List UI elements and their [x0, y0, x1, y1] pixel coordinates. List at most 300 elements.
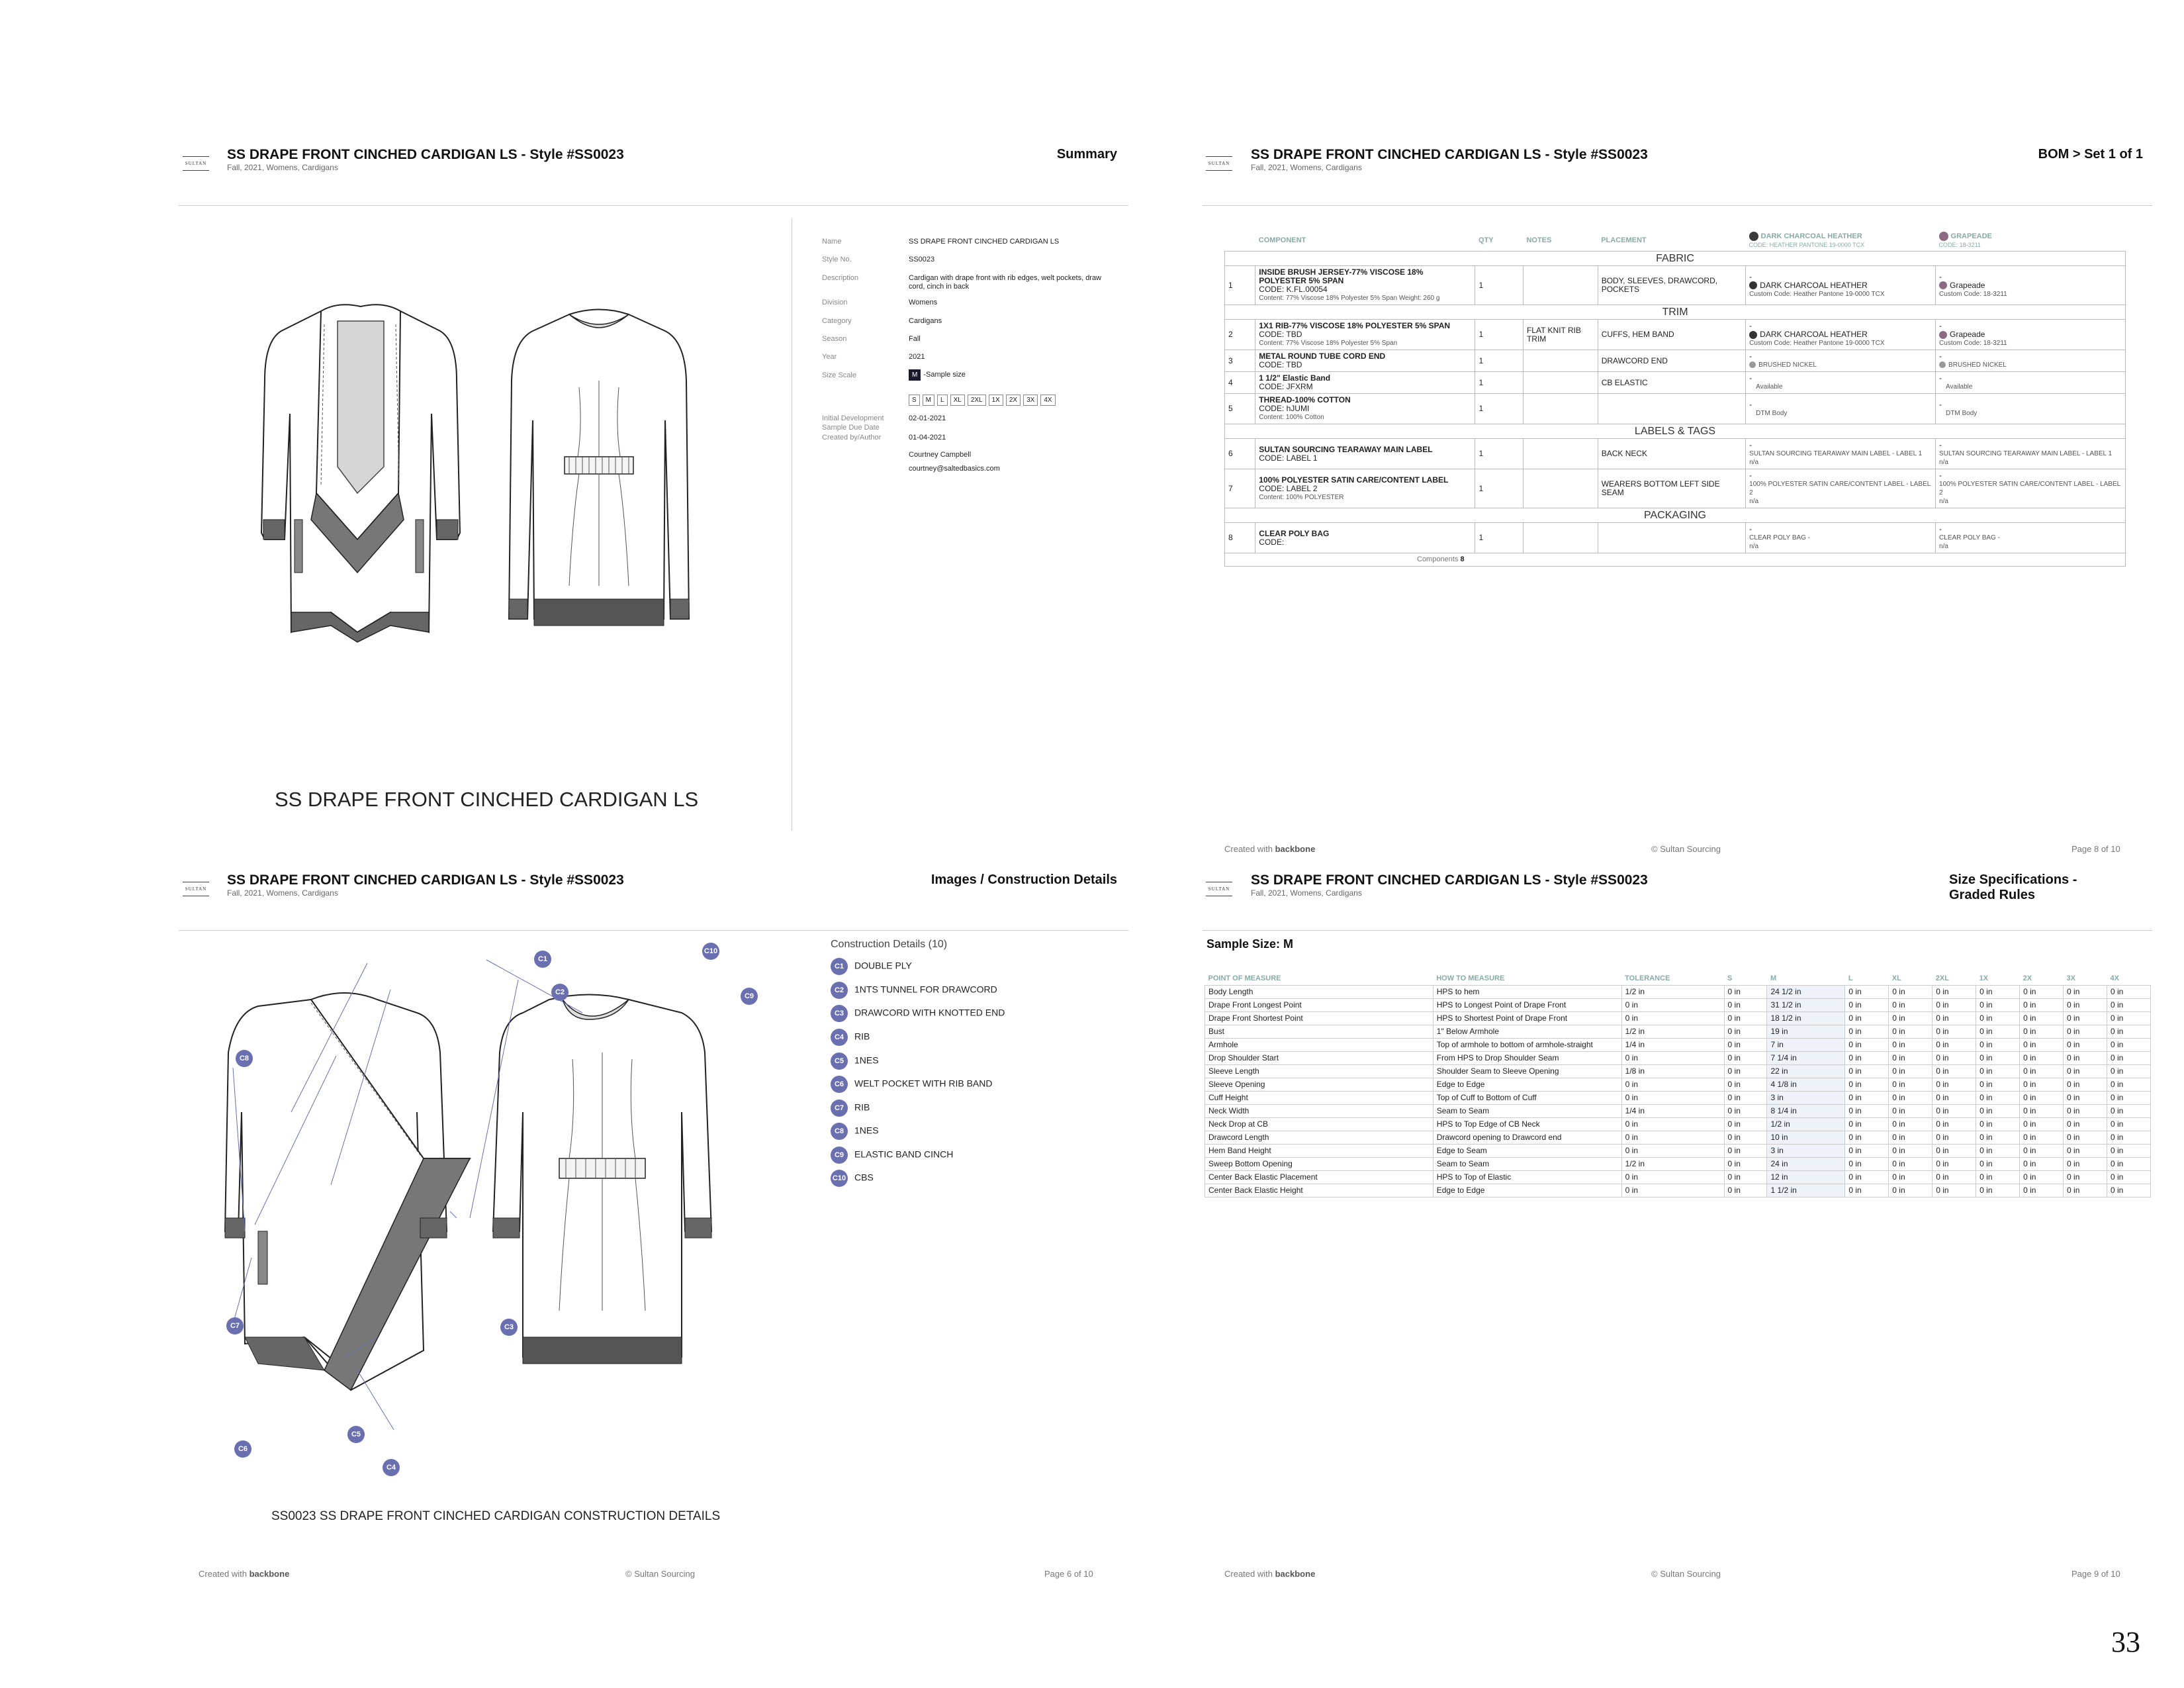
table-row: [1205, 1184, 2151, 1197]
table-cell: 0 in: [2064, 1157, 2107, 1170]
field-value-year: 2021: [909, 353, 925, 361]
table-cell: 0 in: [1933, 1104, 1976, 1117]
table-cell: 0 in: [1621, 1117, 1724, 1131]
table-row: [1205, 998, 2151, 1011]
spec-body: [1205, 985, 2151, 1197]
sample-size-cell: 4 1/8 in: [1767, 1078, 1845, 1091]
table-cell: 0 in: [1845, 1184, 1889, 1197]
footer-copyright: © Sultan Sourcing: [625, 1569, 695, 1579]
footer-created-with: Created with backbone: [1224, 844, 1316, 854]
table-row: [1205, 1064, 2151, 1078]
table-cell: 0 in: [1724, 1131, 1767, 1144]
table-cell: 0 in: [2064, 1170, 2107, 1184]
table-cell: Drape Front Shortest Point: [1205, 1011, 1433, 1025]
table-cell: 0 in: [1889, 1184, 1933, 1197]
table-cell: 0 in: [1889, 1170, 1933, 1184]
bom-row: 3 METAL ROUND TUBE CORD END CODE: TBD 1 DRAWCORD END - BRUSHED NICKEL - BRUSHED NICKEL: [1225, 350, 2126, 372]
field-label-year: Year: [822, 353, 837, 361]
footer-page-number: Page 8 of 10: [2071, 844, 2120, 854]
bom-group-fabric: FABRIC: [1225, 252, 2126, 266]
sample-size-indicator: [909, 369, 966, 381]
callout-c2: C2: [551, 984, 575, 1001]
sample-size-note: -Sample size: [923, 371, 966, 379]
callout-c3: C3: [500, 1319, 524, 1336]
table-cell: Edge to Edge: [1433, 1184, 1621, 1197]
table-cell: 0 in: [1976, 998, 2020, 1011]
sample-size-title: Sample Size: M: [1206, 937, 1294, 951]
table-row: [1205, 1011, 2151, 1025]
construction-sketch: [218, 940, 788, 1483]
field-label-initial-development: Initial Development: [822, 414, 884, 422]
table-row: [1205, 1117, 2151, 1131]
footer-page-number: Page 6 of 10: [1044, 1569, 1093, 1579]
field-value-season: Fall: [909, 335, 921, 343]
section-title: Size Specifications - Graded Rules: [1949, 872, 2077, 902]
header-divider: [1203, 930, 2152, 931]
table-cell: 0 in: [1889, 1131, 1933, 1144]
table-cell: 0 in: [2020, 998, 2064, 1011]
col-colorway-2: GRAPEADE CODE: 18-3211: [1938, 232, 1992, 248]
table-cell: 0 in: [2064, 1104, 2107, 1117]
field-label-style-no: Style No.: [822, 256, 852, 263]
table-cell: Drawcord opening to Drawcord end: [1433, 1131, 1621, 1144]
table-cell: 0 in: [2107, 1051, 2150, 1064]
size-chip: 2X: [1006, 395, 1021, 406]
table-cell: Armhole: [1205, 1038, 1433, 1051]
table-cell: 0 in: [2020, 1025, 2064, 1038]
table-cell: 0 in: [2064, 1131, 2107, 1144]
col-placement: PLACEMENT: [1601, 236, 1647, 244]
table-cell: 0 in: [2064, 1064, 2107, 1078]
bom-table: [1224, 230, 2126, 567]
sample-size-cell: 19 in: [1767, 1025, 1845, 1038]
table-cell: 0 in: [1976, 1011, 2020, 1025]
col-qty: QTY: [1478, 236, 1494, 244]
page-number: 33: [2111, 1626, 2140, 1658]
table-cell: Drawcord Length: [1205, 1131, 1433, 1144]
table-cell: 0 in: [2020, 1170, 2064, 1184]
table-cell: 0 in: [2020, 1038, 2064, 1051]
table-cell: HPS to Top of Elastic: [1433, 1170, 1621, 1184]
callout-c8: C8: [236, 1050, 259, 1067]
field-value-name: SS DRAPE FRONT CINCHED CARDIGAN LS: [909, 238, 1060, 246]
field-value-email: courtney@saltedbasics.com: [909, 465, 1000, 473]
table-cell: 0 in: [1889, 1104, 1933, 1117]
table-cell: Bust: [1205, 1025, 1433, 1038]
table-cell: 0 in: [1976, 985, 2020, 998]
table-row: [1205, 1157, 2151, 1170]
table-cell: 0 in: [1621, 1131, 1724, 1144]
bom-row: 2 1X1 RIB-77% VISCOSE 18% POLYESTER 5% SPAN CODE: TBD Content: 77% Viscose 18% Polyester 5% Span 1 FLAT KNIT RIB TRIM CUFFS, HEM BAND - DARK CHARCOAL HEATHER Custom Code: Heather Pantone 19-0000 TCX - Grapeade Custom Code: 18-3211: [1225, 320, 2126, 350]
table-cell: 0 in: [1976, 1078, 2020, 1091]
table-cell: 0 in: [1889, 1064, 1933, 1078]
construction-item: C3 DRAWCORD WITH KNOTTED END: [831, 1005, 1005, 1022]
construction-caption: SS0023 SS DRAPE FRONT CINCHED CARDIGAN CONSTRUCTION DETAILS: [271, 1509, 721, 1523]
table-cell: 0 in: [2064, 1038, 2107, 1051]
table-cell: 0 in: [2107, 1170, 2150, 1184]
table-cell: 0 in: [2020, 1091, 2064, 1104]
table-cell: 0 in: [1933, 1011, 1976, 1025]
table-cell: 0 in: [1933, 1078, 1976, 1091]
table-cell: 0 in: [1724, 1051, 1767, 1064]
table-cell: 0 in: [1845, 1051, 1889, 1064]
table-cell: 0 in: [1621, 1144, 1724, 1157]
table-cell: 0 in: [2064, 1078, 2107, 1091]
table-cell: Hem Band Height: [1205, 1144, 1433, 1157]
field-label-season: Season: [822, 335, 847, 343]
table-cell: 0 in: [2107, 1038, 2150, 1051]
table-cell: 0 in: [1976, 1144, 2020, 1157]
table-cell: 0 in: [1933, 1157, 1976, 1170]
field-label-created-by: Created by/Author: [822, 434, 882, 442]
footer-created-with: Created with backbone: [199, 1569, 290, 1579]
table-cell: 0 in: [1621, 1091, 1724, 1104]
bom-components-row: Components 8: [1225, 553, 2126, 567]
table-cell: Top of Cuff to Bottom of Cuff: [1433, 1091, 1621, 1104]
construction-item: C2 1NTS TUNNEL FOR DRAWCORD: [831, 982, 997, 999]
table-row: [1205, 1144, 2151, 1157]
table-cell: 0 in: [1933, 1064, 1976, 1078]
footer-page-number: Page 9 of 10: [2071, 1569, 2120, 1579]
table-cell: From HPS to Drop Shoulder Seam: [1433, 1051, 1621, 1064]
callout-c10: C10: [702, 943, 726, 960]
table-cell: 0 in: [2107, 1144, 2150, 1157]
field-label-name: Name: [822, 238, 842, 246]
table-cell: HPS to Top Edge of CB Neck: [1433, 1117, 1621, 1131]
table-cell: 0 in: [1933, 1051, 1976, 1064]
table-cell: 0 in: [2107, 1078, 2150, 1091]
table-cell: 0 in: [1933, 985, 1976, 998]
size-chip: 4X: [1040, 395, 1055, 406]
table-cell: 0 in: [2064, 985, 2107, 998]
table-cell: 0 in: [1976, 1025, 2020, 1038]
table-cell: 0 in: [2107, 1091, 2150, 1104]
table-row: [1205, 1038, 2151, 1051]
size-scale-chips: [909, 393, 1058, 406]
doc-title: SS DRAPE FRONT CINCHED CARDIGAN LS - Style #SS0023: [1251, 147, 1648, 162]
table-cell: 0 in: [2107, 1025, 2150, 1038]
table-cell: Center Back Elastic Height: [1205, 1184, 1433, 1197]
field-value-style-no: SS0023: [909, 256, 935, 263]
field-label-category: Category: [822, 317, 852, 325]
table-cell: 1/4 in: [1621, 1104, 1724, 1117]
table-cell: 0 in: [1976, 1091, 2020, 1104]
table-row: [1205, 1051, 2151, 1064]
table-row: [1205, 1170, 2151, 1184]
bom-group-packaging: PACKAGING: [1225, 508, 2126, 523]
table-cell: 0 in: [1845, 1011, 1889, 1025]
header-divider: [179, 930, 1128, 931]
brand-logo: SULTAN: [1206, 156, 1232, 171]
table-cell: 0 in: [1724, 1038, 1767, 1051]
table-cell: HPS to Shortest Point of Drape Front: [1433, 1011, 1621, 1025]
bom-header-row: [1225, 230, 2126, 252]
table-cell: 0 in: [1933, 1184, 1976, 1197]
table-cell: Shoulder Seam to Sleeve Opening: [1433, 1064, 1621, 1078]
front-flat-sketch: [258, 301, 463, 645]
construction-item: C10 CBS: [831, 1170, 874, 1187]
table-cell: 0 in: [2107, 985, 2150, 998]
table-cell: 0 in: [1976, 1038, 2020, 1051]
sample-size-cell: 18 1/2 in: [1767, 1011, 1845, 1025]
table-cell: 0 in: [1845, 1078, 1889, 1091]
size-spec-table: [1205, 972, 2151, 1197]
spec-header-row: POINT OF MEASURE HOW TO MEASURE TOLERANCE S M L XL 2XL 1X 2X 3X 4X: [1208, 974, 2119, 982]
table-cell: Body Length: [1205, 985, 1433, 998]
size-chip: M: [923, 395, 934, 406]
field-label-division: Division: [822, 299, 848, 306]
table-cell: 0 in: [1621, 1011, 1724, 1025]
table-cell: 0 in: [1845, 1157, 1889, 1170]
table-cell: 0 in: [1933, 1170, 1976, 1184]
table-cell: 0 in: [1845, 998, 1889, 1011]
callout-c5: C5: [347, 1426, 371, 1443]
footer-copyright: © Sultan Sourcing: [1651, 844, 1721, 854]
bom-row: 5 THREAD-100% COTTON CODE: hJUMI Content: 100% Cotton 1 - DTM Body - DTM Body: [1225, 394, 2126, 424]
table-cell: 1/8 in: [1621, 1064, 1724, 1078]
sample-size-cell: 1/2 in: [1767, 1117, 1845, 1131]
table-cell: Sleeve Opening: [1205, 1078, 1433, 1091]
table-cell: 0 in: [2064, 1117, 2107, 1131]
table-cell: 0 in: [1976, 1157, 2020, 1170]
footer-copyright: © Sultan Sourcing: [1651, 1569, 1721, 1579]
bom-group-trim: TRIM: [1225, 305, 2126, 320]
table-cell: 0 in: [1933, 998, 1976, 1011]
table-cell: Drop Shoulder Start: [1205, 1051, 1433, 1064]
table-cell: 0 in: [2064, 1144, 2107, 1157]
table-cell: 0 in: [1621, 1170, 1724, 1184]
bom-row: 4 1 1/2" Elastic Band CODE: JFXRM 1 CB ELASTIC - Available - Available: [1225, 372, 2126, 394]
table-cell: 0 in: [2020, 1157, 2064, 1170]
table-cell: 0 in: [1724, 1144, 1767, 1157]
table-cell: Drape Front Longest Point: [1205, 998, 1433, 1011]
table-cell: Cuff Height: [1205, 1091, 1433, 1104]
sample-size-cell: 3 in: [1767, 1144, 1845, 1157]
table-cell: 0 in: [1724, 1157, 1767, 1170]
table-cell: 1/4 in: [1621, 1038, 1724, 1051]
table-cell: 0 in: [1976, 1170, 2020, 1184]
doc-title: SS DRAPE FRONT CINCHED CARDIGAN LS - Style #SS0023: [1251, 872, 1648, 888]
table-cell: 0 in: [1845, 1091, 1889, 1104]
bom-group-labels: LABELS & TAGS: [1225, 424, 2126, 439]
header-divider: [179, 205, 1128, 206]
construction-item: C7 RIB: [831, 1100, 870, 1117]
field-value-description: Cardigan with drape front with rib edges, welt pockets, draw cord, cinch in back: [909, 274, 1102, 291]
table-cell: 0 in: [1976, 1117, 2020, 1131]
table-cell: 1" Below Armhole: [1433, 1025, 1621, 1038]
field-value-division: Womens: [909, 299, 938, 306]
table-cell: Edge to Seam: [1433, 1144, 1621, 1157]
callout-c4: C4: [383, 1459, 406, 1476]
table-cell: 0 in: [2064, 1011, 2107, 1025]
table-cell: 0 in: [1845, 1131, 1889, 1144]
table-row: [1205, 1131, 2151, 1144]
table-cell: 0 in: [1889, 1091, 1933, 1104]
table-cell: 0 in: [1845, 1104, 1889, 1117]
doc-subtitle: Fall, 2021, Womens, Cardigans: [1251, 163, 1362, 172]
callout-c1: C1: [534, 951, 558, 968]
table-cell: 0 in: [1845, 985, 1889, 998]
table-cell: 0 in: [1724, 1170, 1767, 1184]
table-cell: 1/2 in: [1621, 985, 1724, 998]
callout-c7: C7: [226, 1317, 250, 1335]
sample-size-cell: 12 in: [1767, 1170, 1845, 1184]
table-cell: 0 in: [2020, 985, 2064, 998]
table-cell: 1/2 in: [1621, 1025, 1724, 1038]
table-cell: 0 in: [2107, 1157, 2150, 1170]
sample-size-cell: 22 in: [1767, 1064, 1845, 1078]
field-value-author: Courtney Campbell: [909, 451, 972, 459]
table-cell: Neck Width: [1205, 1104, 1433, 1117]
table-cell: 0 in: [1724, 1104, 1767, 1117]
col-notes: NOTES: [1526, 236, 1552, 244]
table-cell: 0 in: [2107, 1131, 2150, 1144]
table-cell: 0 in: [1976, 1131, 2020, 1144]
table-cell: 0 in: [1933, 1117, 1976, 1131]
table-cell: 0 in: [1889, 1078, 1933, 1091]
size-chip: S: [909, 395, 920, 406]
bom-row: 8 CLEAR POLY BAG CODE: 1 - CLEAR POLY BAG - n/a - CLEAR POLY BAG - n/a: [1225, 523, 2126, 553]
doc-title: SS DRAPE FRONT CINCHED CARDIGAN LS - Style #SS0023: [227, 872, 624, 888]
table-cell: 0 in: [2064, 1051, 2107, 1064]
table-row: [1205, 1091, 2151, 1104]
table-cell: 0 in: [2020, 1064, 2064, 1078]
callout-c9: C9: [741, 988, 764, 1005]
sample-size-cell: 8 1/4 in: [1767, 1104, 1845, 1117]
construction-item: C9 ELASTIC BAND CINCH: [831, 1147, 953, 1164]
color-swatch: [1749, 232, 1758, 241]
brand-logo: SULTAN: [1206, 882, 1232, 896]
sample-size-badge: M: [909, 369, 921, 381]
table-cell: 0 in: [1889, 1144, 1933, 1157]
field-label-description: Description: [822, 274, 859, 282]
table-cell: 0 in: [1889, 985, 1933, 998]
table-cell: 0 in: [1976, 1064, 2020, 1078]
sample-size-cell: 7 in: [1767, 1038, 1845, 1051]
table-cell: Seam to Seam: [1433, 1104, 1621, 1117]
table-cell: 0 in: [1724, 1184, 1767, 1197]
table-cell: 0 in: [1845, 1038, 1889, 1051]
table-cell: HPS to Longest Point of Drape Front: [1433, 998, 1621, 1011]
footer-created-with: Created with backbone: [1224, 1569, 1316, 1579]
table-cell: 0 in: [1933, 1091, 1976, 1104]
table-cell: 0 in: [2107, 998, 2150, 1011]
table-cell: 0 in: [2107, 1184, 2150, 1197]
table-cell: 0 in: [1889, 1157, 1933, 1170]
table-cell: 0 in: [1724, 1064, 1767, 1078]
table-cell: 0 in: [2064, 1091, 2107, 1104]
field-label-sample-due-date: Sample Due Date: [822, 424, 880, 432]
sample-size-cell: 10 in: [1767, 1131, 1845, 1144]
table-cell: 0 in: [1889, 998, 1933, 1011]
table-row: [1205, 1025, 2151, 1038]
table-cell: 0 in: [1845, 1064, 1889, 1078]
table-cell: 0 in: [1845, 1144, 1889, 1157]
table-cell: 0 in: [2020, 1144, 2064, 1157]
table-cell: 0 in: [1621, 998, 1724, 1011]
field-value-category: Cardigans: [909, 317, 942, 325]
table-cell: 0 in: [2020, 1011, 2064, 1025]
table-cell: 0 in: [1724, 1078, 1767, 1091]
table-cell: HPS to hem: [1433, 985, 1621, 998]
table-cell: Seam to Seam: [1433, 1157, 1621, 1170]
col-component: COMPONENT: [1258, 236, 1306, 244]
doc-title: SS DRAPE FRONT CINCHED CARDIGAN LS - Style #SS0023: [227, 147, 624, 162]
sample-size-cell: 24 1/2 in: [1767, 985, 1845, 998]
header-divider: [1203, 205, 2152, 206]
table-cell: Sleeve Length: [1205, 1064, 1433, 1078]
table-cell: 0 in: [1724, 998, 1767, 1011]
sample-size-cell: 24 in: [1767, 1157, 1845, 1170]
table-cell: 0 in: [2107, 1011, 2150, 1025]
table-cell: 0 in: [1976, 1184, 2020, 1197]
construction-item: C1 DOUBLE PLY: [831, 958, 912, 975]
table-cell: Sweep Bottom Opening: [1205, 1157, 1433, 1170]
table-cell: 0 in: [2064, 1025, 2107, 1038]
table-cell: 0 in: [2020, 1104, 2064, 1117]
table-cell: 0 in: [1621, 1078, 1724, 1091]
col-colorway-1: DARK CHARCOAL HEATHER CODE: HEATHER PANTONE 19-0000 TCX: [1749, 232, 1865, 248]
table-cell: 0 in: [1889, 1051, 1933, 1064]
bom-row: 1 INSIDE BRUSH JERSEY-77% VISCOSE 18% POLYESTER 5% SPAN CODE: K.FL.00054 Content: 77% Viscose 18% Polyester 5% Span Weight: 260 g 1 BODY, SLEEVES, DRAWCORD, POCKETS - DARK CHARCOAL HEATHER Custom Code: Heather Pantone 19-0000 TCX - Grapeade Custom Code: 18-3211: [1225, 266, 2126, 305]
table-cell: 0 in: [1621, 1051, 1724, 1064]
size-chip: 1X: [989, 395, 1003, 406]
table-row: [1205, 985, 2151, 998]
back-flat-sketch: [506, 308, 692, 645]
section-title: Images / Construction Details: [931, 872, 1117, 887]
doc-subtitle: Fall, 2021, Womens, Cardigans: [227, 888, 338, 898]
table-cell: 0 in: [1933, 1144, 1976, 1157]
sample-size-cell: 3 in: [1767, 1091, 1845, 1104]
brand-logo: SULTAN: [183, 882, 209, 896]
table-cell: 0 in: [1933, 1038, 1976, 1051]
section-title: Summary: [1056, 147, 1117, 162]
size-chip: 2XL: [968, 395, 986, 406]
table-cell: 0 in: [1889, 1038, 1933, 1051]
table-cell: 0 in: [1724, 1025, 1767, 1038]
table-cell: 0 in: [2020, 1131, 2064, 1144]
table-cell: 0 in: [1724, 985, 1767, 998]
table-row: [1205, 1104, 2151, 1117]
construction-item: C5 1NES: [831, 1053, 879, 1070]
bom-row: 6 SULTAN SOURCING TEARAWAY MAIN LABEL CODE: LABEL 1 1 BACK NECK - SULTAN SOURCING TEARAWAY MAIN LABEL - LABEL 1 n/a - SULTAN SOURCING TEARAWAY MAIN LABEL - LABEL 1 n/a: [1225, 439, 2126, 469]
table-cell: Center Back Elastic Placement: [1205, 1170, 1433, 1184]
table-cell: Top of armhole to bottom of armhole-straight: [1433, 1038, 1621, 1051]
table-cell: 0 in: [1933, 1131, 1976, 1144]
sample-size-cell: 7 1/4 in: [1767, 1051, 1845, 1064]
table-cell: 0 in: [2107, 1104, 2150, 1117]
doc-subtitle: Fall, 2021, Womens, Cardigans: [227, 163, 338, 172]
sample-size-cell: 31 1/2 in: [1767, 998, 1845, 1011]
field-label-size-scale: Size Scale: [822, 371, 856, 379]
table-row: [1205, 1078, 2151, 1091]
table-cell: 0 in: [1845, 1117, 1889, 1131]
table-cell: 0 in: [2020, 1078, 2064, 1091]
table-cell: 0 in: [2020, 1117, 2064, 1131]
brand-logo: SULTAN: [183, 156, 209, 171]
table-cell: 0 in: [1889, 1011, 1933, 1025]
table-cell: 0 in: [2020, 1051, 2064, 1064]
table-cell: 0 in: [1933, 1025, 1976, 1038]
table-cell: 0 in: [1845, 1025, 1889, 1038]
table-cell: 0 in: [2107, 1064, 2150, 1078]
table-cell: 0 in: [2064, 1184, 2107, 1197]
section-title: BOM > Set 1 of 1: [2038, 147, 2143, 162]
table-cell: 0 in: [1621, 1184, 1724, 1197]
field-value-initial-development: 02-01-2021: [909, 414, 946, 422]
color-swatch: [1939, 232, 1948, 241]
table-cell: 0 in: [1976, 1104, 2020, 1117]
